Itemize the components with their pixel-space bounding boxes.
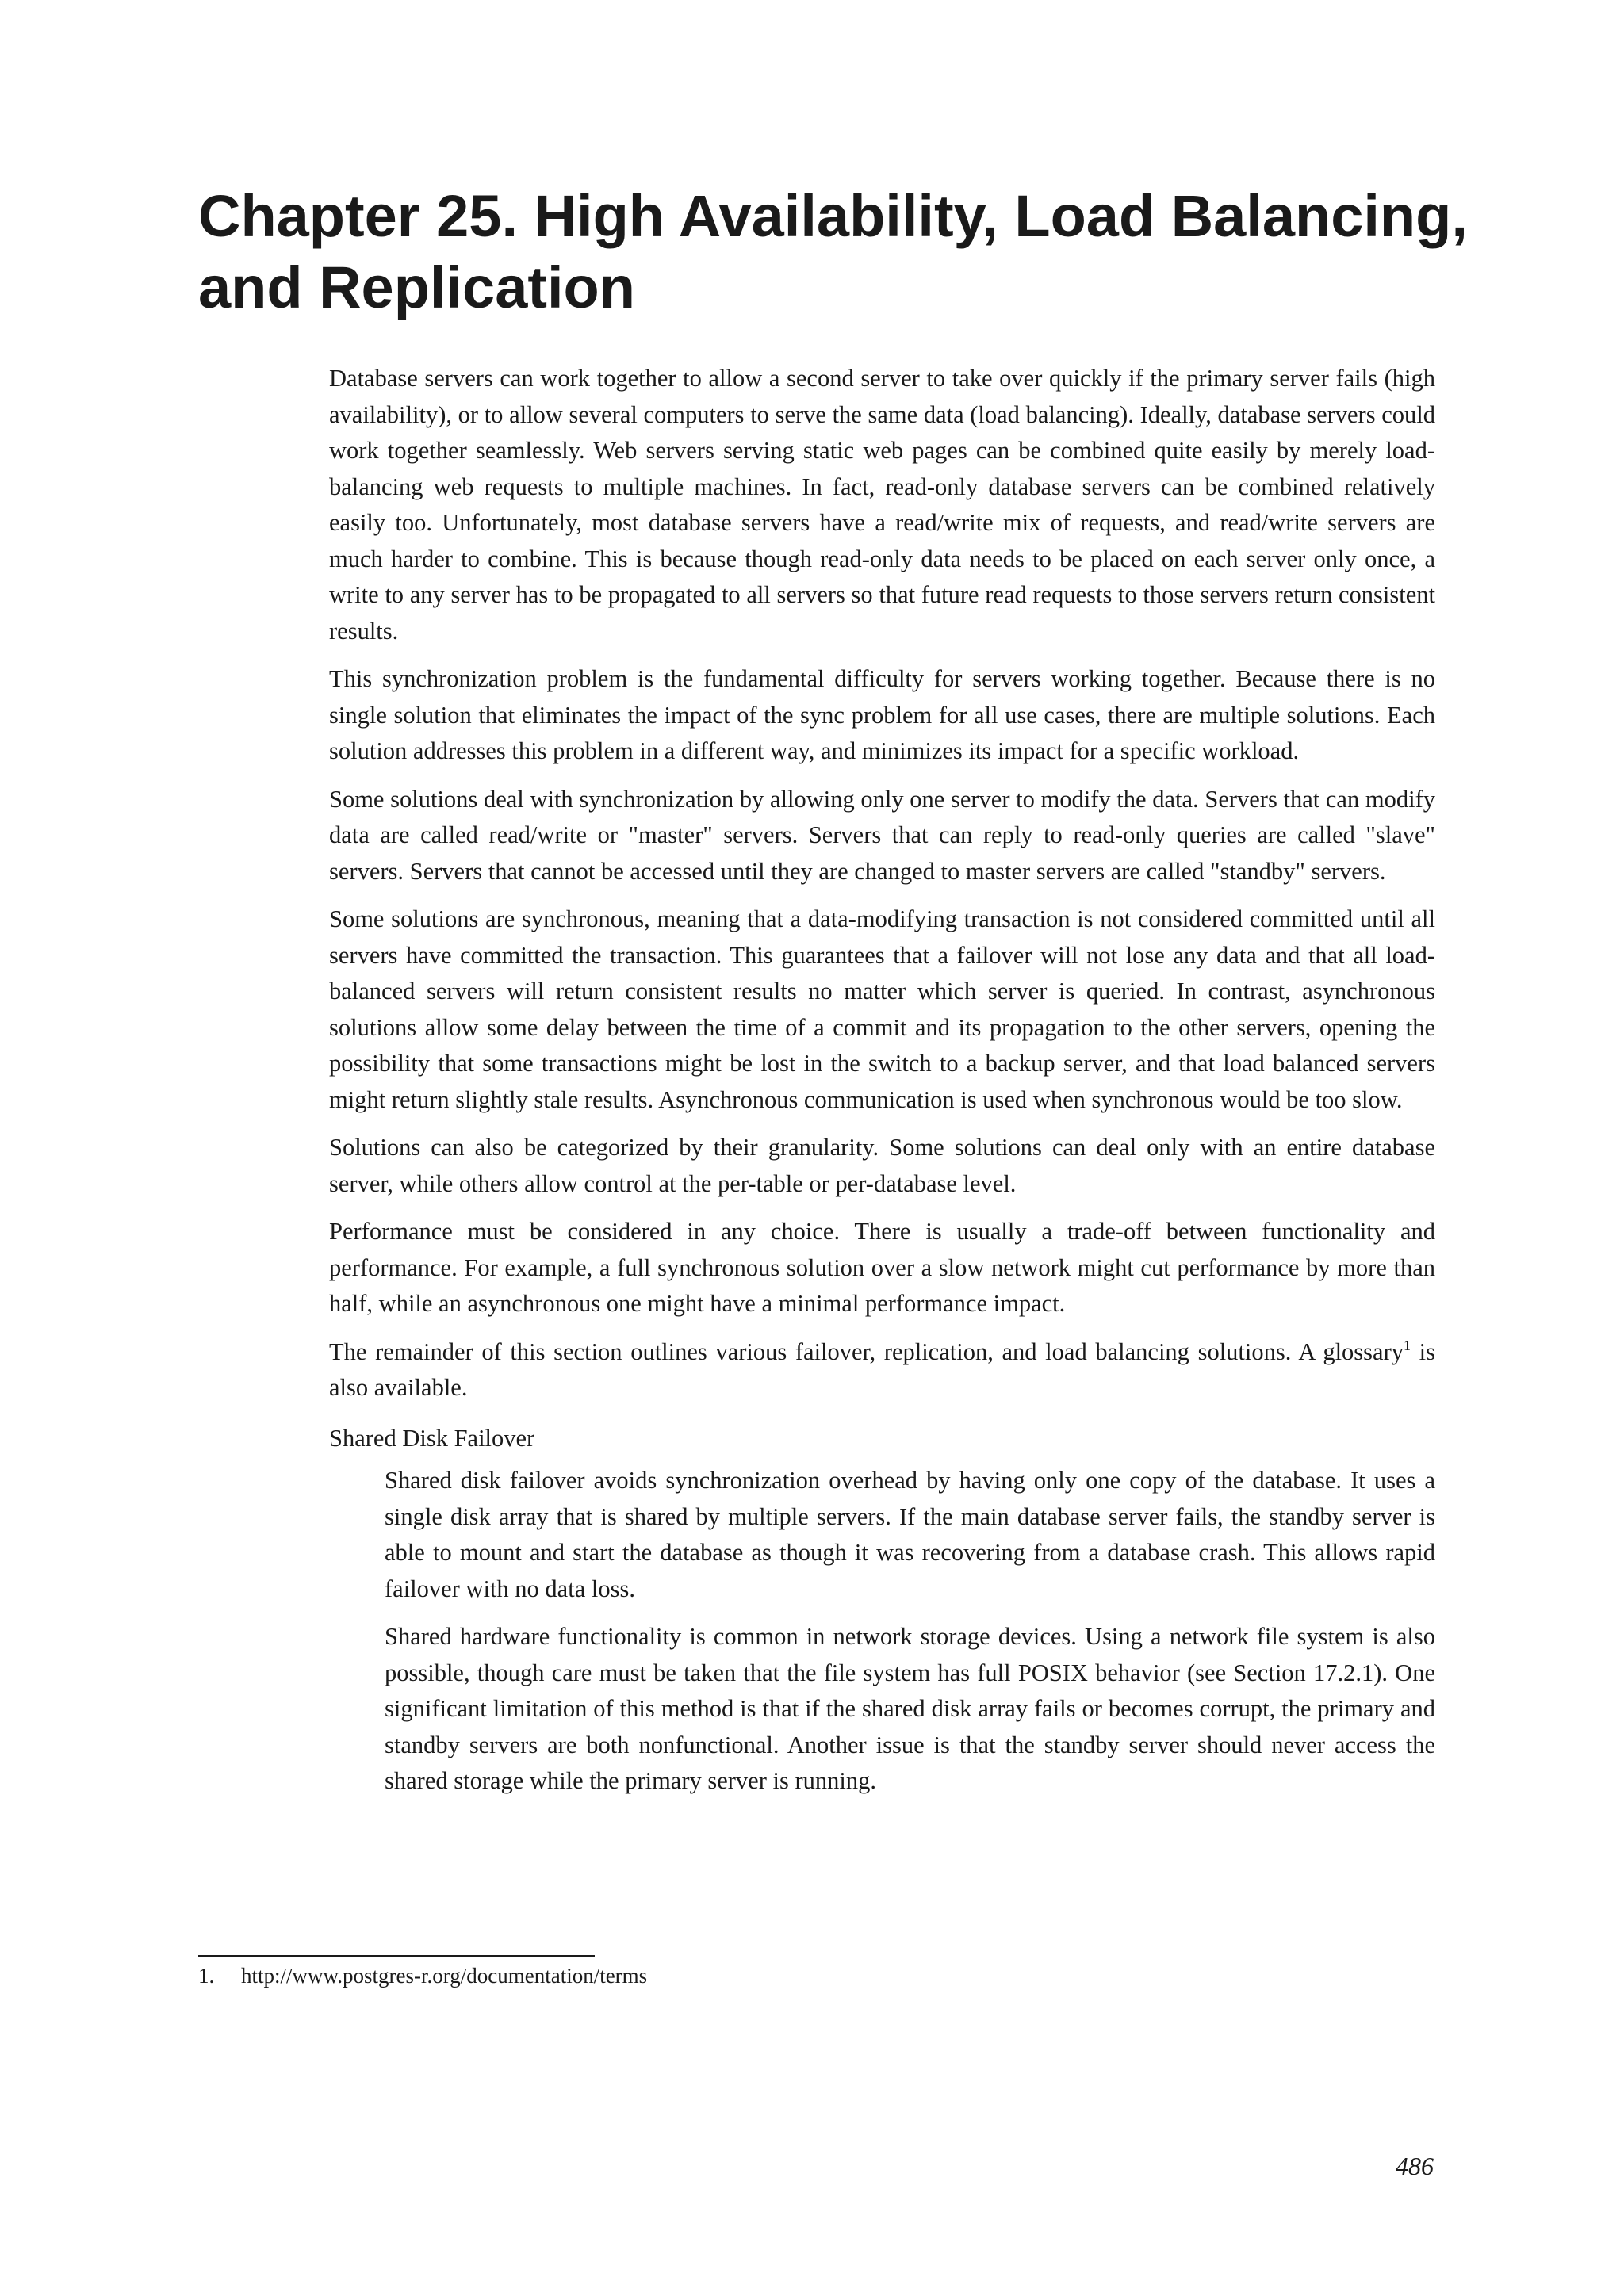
footnote-reference[interactable]: 1 — [1404, 1337, 1411, 1353]
paragraph-synchronization: This synchronization problem is the fundamental difficulty for servers working together. Because there is no single solution that eliminates the impact of the sync problem for all use cases, there are multiple solutions. Each solution addresses this problem in a different way, and minimizes its impact for a specific workload. — [329, 665, 1435, 764]
paragraph-master-slave: Some solutions deal with synchronization by allowing only one server to modify the data. Servers that can modify data are called read/write or "master" servers. Servers that can reply to read-only queries are called "slave" servers. Servers that cannot be accessed until they are changed to master servers are called "standby" servers. — [329, 785, 1435, 885]
paragraph-granularity: Solutions can also be categorized by their granularity. Some solutions can deal only with an entire database server, while others allow control at the per-table or per-database level. — [329, 1134, 1435, 1197]
footnote — [198, 1960, 647, 1992]
remainder-text: The remainder of this section outlines various failover, replication, and load balancing solutions. A glossary — [329, 1337, 1404, 1365]
page-number: 486 — [1396, 2152, 1434, 2180]
paragraph-intro: Database servers can work together to allow a second server to take over quickly if the primary server fails (high availability), or to allow several computers to serve the same data (load balancing). Ideally, database servers could work together seamlessly. Web servers serving static web pages can be combined quite easily by merely load-balancing web requests to multiple machines. In fact, read-only database servers can be combined relatively easily too. Unfortunately, most database servers have a read/write mix of requests, and read/write servers are much harder to combine. This is because though read-only data needs to be placed on each server only once, a write to any server has to be propagated to all servers so that future read requests to those servers return consistent results. — [329, 365, 1435, 645]
section-term-shared-disk-failover: Shared Disk Failover — [329, 1424, 535, 1452]
definition-paragraph: Shared hardware functionality is common in network storage devices. Using a network file system is also possible, though care must be taken that the file system has full POSIX behavior (see Section 17.2.1). One significant limitation of this method is that if the shared disk array fails or becomes corrupt, the primary and standby servers are both nonfunctional. Another issue is that the standby server should never access the shared storage while the primary server is running. — [385, 1623, 1435, 1794]
paragraph-synchronous: Some solutions are synchronous, meaning that a data-modifying transaction is not considered committed until all servers have committed the transaction. This guarantees that a failover will not lose any data and that all load-balanced servers will return consistent results no matter which server is queried. In contrast, asynchronous solutions allow some delay between the time of a commit and its propagation to the other servers, opening the possibility that some transactions might be lost in the switch to a backup server, and that load balanced servers might return slightly stale results. Asynchronous communication is used when synchronous would be too slow. — [329, 905, 1435, 1113]
footnote-number: 1. — [198, 1964, 215, 1988]
body-text — [329, 361, 1435, 1812]
paragraph-performance: Performance must be considered in any choice. There is usually a trade-off between functionality and performance. For example, a full synchronous solution over a slow network might cut performance by more than half, while an asynchronous one might have a minimal performance impact. — [329, 1218, 1435, 1317]
chapter-title-line-1: Chapter 25. High Availability, Load Balancing, — [198, 183, 1468, 249]
footnote-link[interactable]: http://www.postgres-r.org/documentation/terms — [241, 1964, 648, 1988]
footnote-divider — [198, 1955, 595, 1957]
chapter-title — [198, 181, 1483, 323]
paragraph-remainder — [329, 1334, 1435, 1406]
section-definition — [385, 1463, 1435, 1800]
remainder-text-end: is also available. — [329, 1337, 1436, 1401]
definition-paragraph: Shared disk failover avoids synchronization overhead by having only one copy of the database. It uses a single disk array that is shared by multiple servers. If the main database server fails, the standby server is able to mount and start the database as though it was recovering from a database crash. This allows rapid failover with no data loss. — [385, 1467, 1435, 1602]
chapter-title-line-2: and Replication — [198, 254, 635, 320]
